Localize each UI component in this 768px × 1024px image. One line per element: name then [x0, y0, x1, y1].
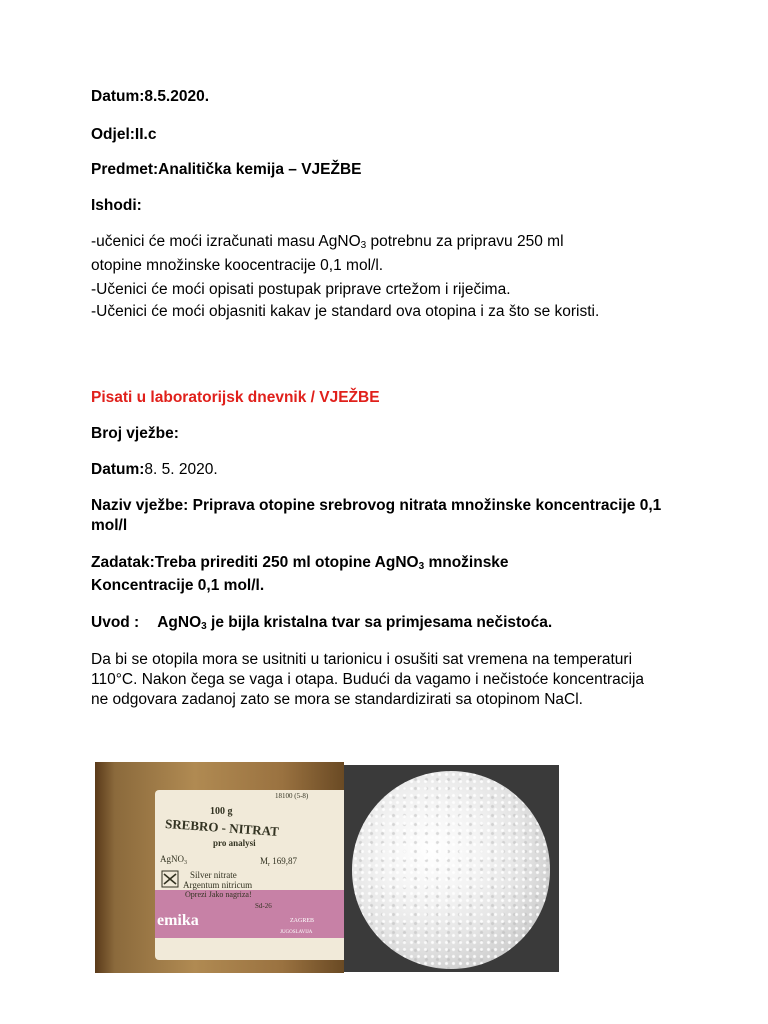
- hazard-symbol-icon: [161, 870, 179, 888]
- exercise-title: Naziv vježbe: Priprava otopine srebrovog nitrata množinske koncentracije 0,1 mol/l: [91, 497, 662, 534]
- bottle-sd: Sd-26: [255, 902, 272, 910]
- bottle-mass: 100 g: [210, 806, 233, 817]
- subject-line: Predmet:Analitička kemija – VJEŽBE: [91, 161, 362, 178]
- bottle-formula: AgNO$_3$: [160, 854, 187, 866]
- date-line: Datum:8.5.2020.: [91, 88, 210, 105]
- outcome-3: -Učenici će moći objasniti kakav je standard ova otopina i za što se koristi.: [91, 303, 600, 320]
- lab-diary-heading: Pisati u laboratorijsk dnevnik / VJEŽBE: [91, 389, 380, 406]
- bottle-grade: pro analysi: [213, 838, 256, 848]
- bottle-mw: $M_r$ 169,87: [260, 856, 298, 868]
- exercise-date: Datum:8. 5. 2020.: [91, 461, 218, 478]
- silver-nitrate-bottle-photo: [95, 762, 344, 973]
- outcomes-heading: Ishodi:: [91, 197, 142, 214]
- task-line-cont: Koncentracije 0,1 mol/l.: [91, 577, 265, 594]
- bottle-english-name: Silver nitrate: [190, 870, 237, 880]
- outcome-1: -učenici će moći izračunati masu AgNO$_3$ potrebnu za pripravu 250 ml: [91, 233, 564, 251]
- bottle-name: SREBRO - NITRAT: [164, 816, 280, 839]
- outcome-2: -Učenici će moći opisati postupak priprave crtežom i riječima.: [91, 281, 511, 298]
- intro-para-2: 110°C. Nakon čega se vaga i otapa. Budući da vagamo i nečistoće koncentracija: [91, 671, 645, 688]
- outcome-1-cont: otopine množinske koocentracije 0,1 mol/l.: [91, 257, 384, 274]
- bottle-country: JUGOSLAVIJA: [280, 930, 313, 935]
- intro-line: Uvod : AgNO$_3$ je bijla kristalna tvar sa primjesama nečistoća.: [91, 614, 553, 632]
- intro-para-1: Da bi se otopila mora se usitniti u tarionicu i osušiti sat vremena na temperaturi: [91, 651, 633, 668]
- class-line: Odjel:II.c: [91, 126, 157, 143]
- bottle-code: 18100 (5-8): [275, 792, 309, 800]
- bottle-latin-name: Argentum nitricum: [183, 880, 253, 890]
- bottle-warning: Oprezi Jako nagriza!: [185, 890, 252, 899]
- silver-nitrate-crystals-photo: [344, 765, 559, 972]
- brand-logo: emika: [157, 912, 199, 929]
- exercise-number: Broj vježbe:: [91, 425, 179, 442]
- intro-para-3: ne odgovara zadanoj zato se mora se standardizirati sa otopinom NaCl.: [91, 691, 583, 708]
- bottle-city: ZAGREB: [290, 918, 314, 924]
- crystal-pile: [352, 771, 550, 969]
- task-line: Zadatak:Treba prirediti 250 ml otopine AgNO$_3$ množinske: [91, 554, 509, 572]
